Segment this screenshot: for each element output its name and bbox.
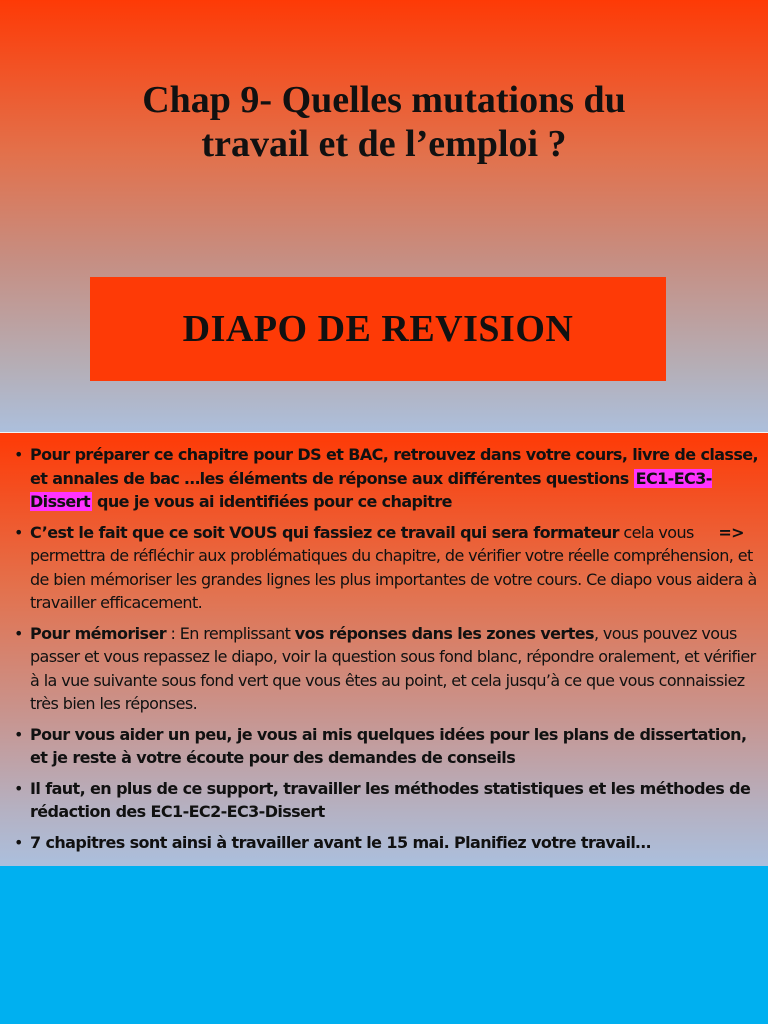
title-line-2: travail et de l’emploi ? bbox=[201, 123, 567, 165]
bullet-item-aide bbox=[14, 723, 758, 770]
bullet-bold-text: Pour mémoriser bbox=[30, 623, 166, 643]
bullet-item-planning bbox=[14, 831, 758, 855]
bullet-dot-icon: • bbox=[14, 522, 23, 542]
bullet-bold-text: vos réponses dans les zones vertes bbox=[294, 623, 594, 643]
bullet-dot-icon: • bbox=[14, 832, 23, 852]
bullet-bold-text: Il faut, en plus de ce support, travailler les méthodes statistiques et les méthodes de rédaction des EC1-EC2-EC3-Dissert bbox=[30, 778, 751, 821]
revision-banner bbox=[90, 277, 666, 381]
instructions-list bbox=[14, 443, 758, 861]
highlighted-label: EC1-EC3-Dissert bbox=[30, 468, 712, 511]
bullet-text: cela vous permettra de réfléchir aux problématiques du chapitre, de vérifier votre réelle compréhension, et de bien mémoriser les grandes lignes les plus importantes de votre cours. Ce diapo vous aidera à travailler efficacement. bbox=[30, 522, 757, 612]
bullet-item-memoriser bbox=[14, 622, 758, 716]
bullet-dot-icon: • bbox=[14, 445, 23, 464]
bullet-text: Pour préparer ce chapitre pour DS et BAC, retrouvez dans votre cours, livre de classe, et annales de bac …les éléments de réponse aux différentes questions bbox=[30, 445, 759, 488]
bullet-bold-text: 7 chapitres sont ainsi à travailler avant le 15 mai. Planifiez votre travail… bbox=[30, 832, 651, 852]
bullet-item-formateur bbox=[14, 521, 758, 615]
instructions-slide bbox=[0, 433, 768, 866]
blue-slide bbox=[0, 866, 768, 1024]
bullet-dot-icon: • bbox=[14, 778, 23, 798]
arrow-text: => bbox=[718, 522, 744, 542]
bullet-dot-icon: • bbox=[14, 623, 23, 643]
title-line-1: Chap 9- Quelles mutations du bbox=[142, 79, 626, 121]
title-slide bbox=[0, 0, 768, 432]
bullet-bold-text: Pour vous aider un peu, je vous ai mis quelques idées pour les plans de dissertation, et je reste à votre écoute pour des demandes de conseils bbox=[30, 724, 747, 767]
bullet-text: que je vous ai identifiées pour ce chapitre bbox=[92, 492, 452, 511]
bullet-bold-text: C’est le fait que ce soit VOUS qui fassiez ce travail qui sera formateur bbox=[30, 522, 619, 542]
bullet-text: : En remplissant bbox=[166, 623, 295, 643]
banner-text: DIAPO DE REVISION bbox=[182, 308, 574, 350]
bullet-item-methodes bbox=[14, 777, 758, 824]
slide-title bbox=[60, 78, 708, 166]
bullet-item-prepare bbox=[14, 443, 758, 514]
bullet-dot-icon: • bbox=[14, 724, 23, 744]
bullet-text: , vous pouvez vous passer et vous repassez le diapo, voir la question sous fond blanc, répondre oralement, et vérifier à la vue suivante sous fond vert que vous êtes au point, et cela jusqu’à ce que vous connaissiez très bien les réponses. bbox=[30, 623, 756, 713]
